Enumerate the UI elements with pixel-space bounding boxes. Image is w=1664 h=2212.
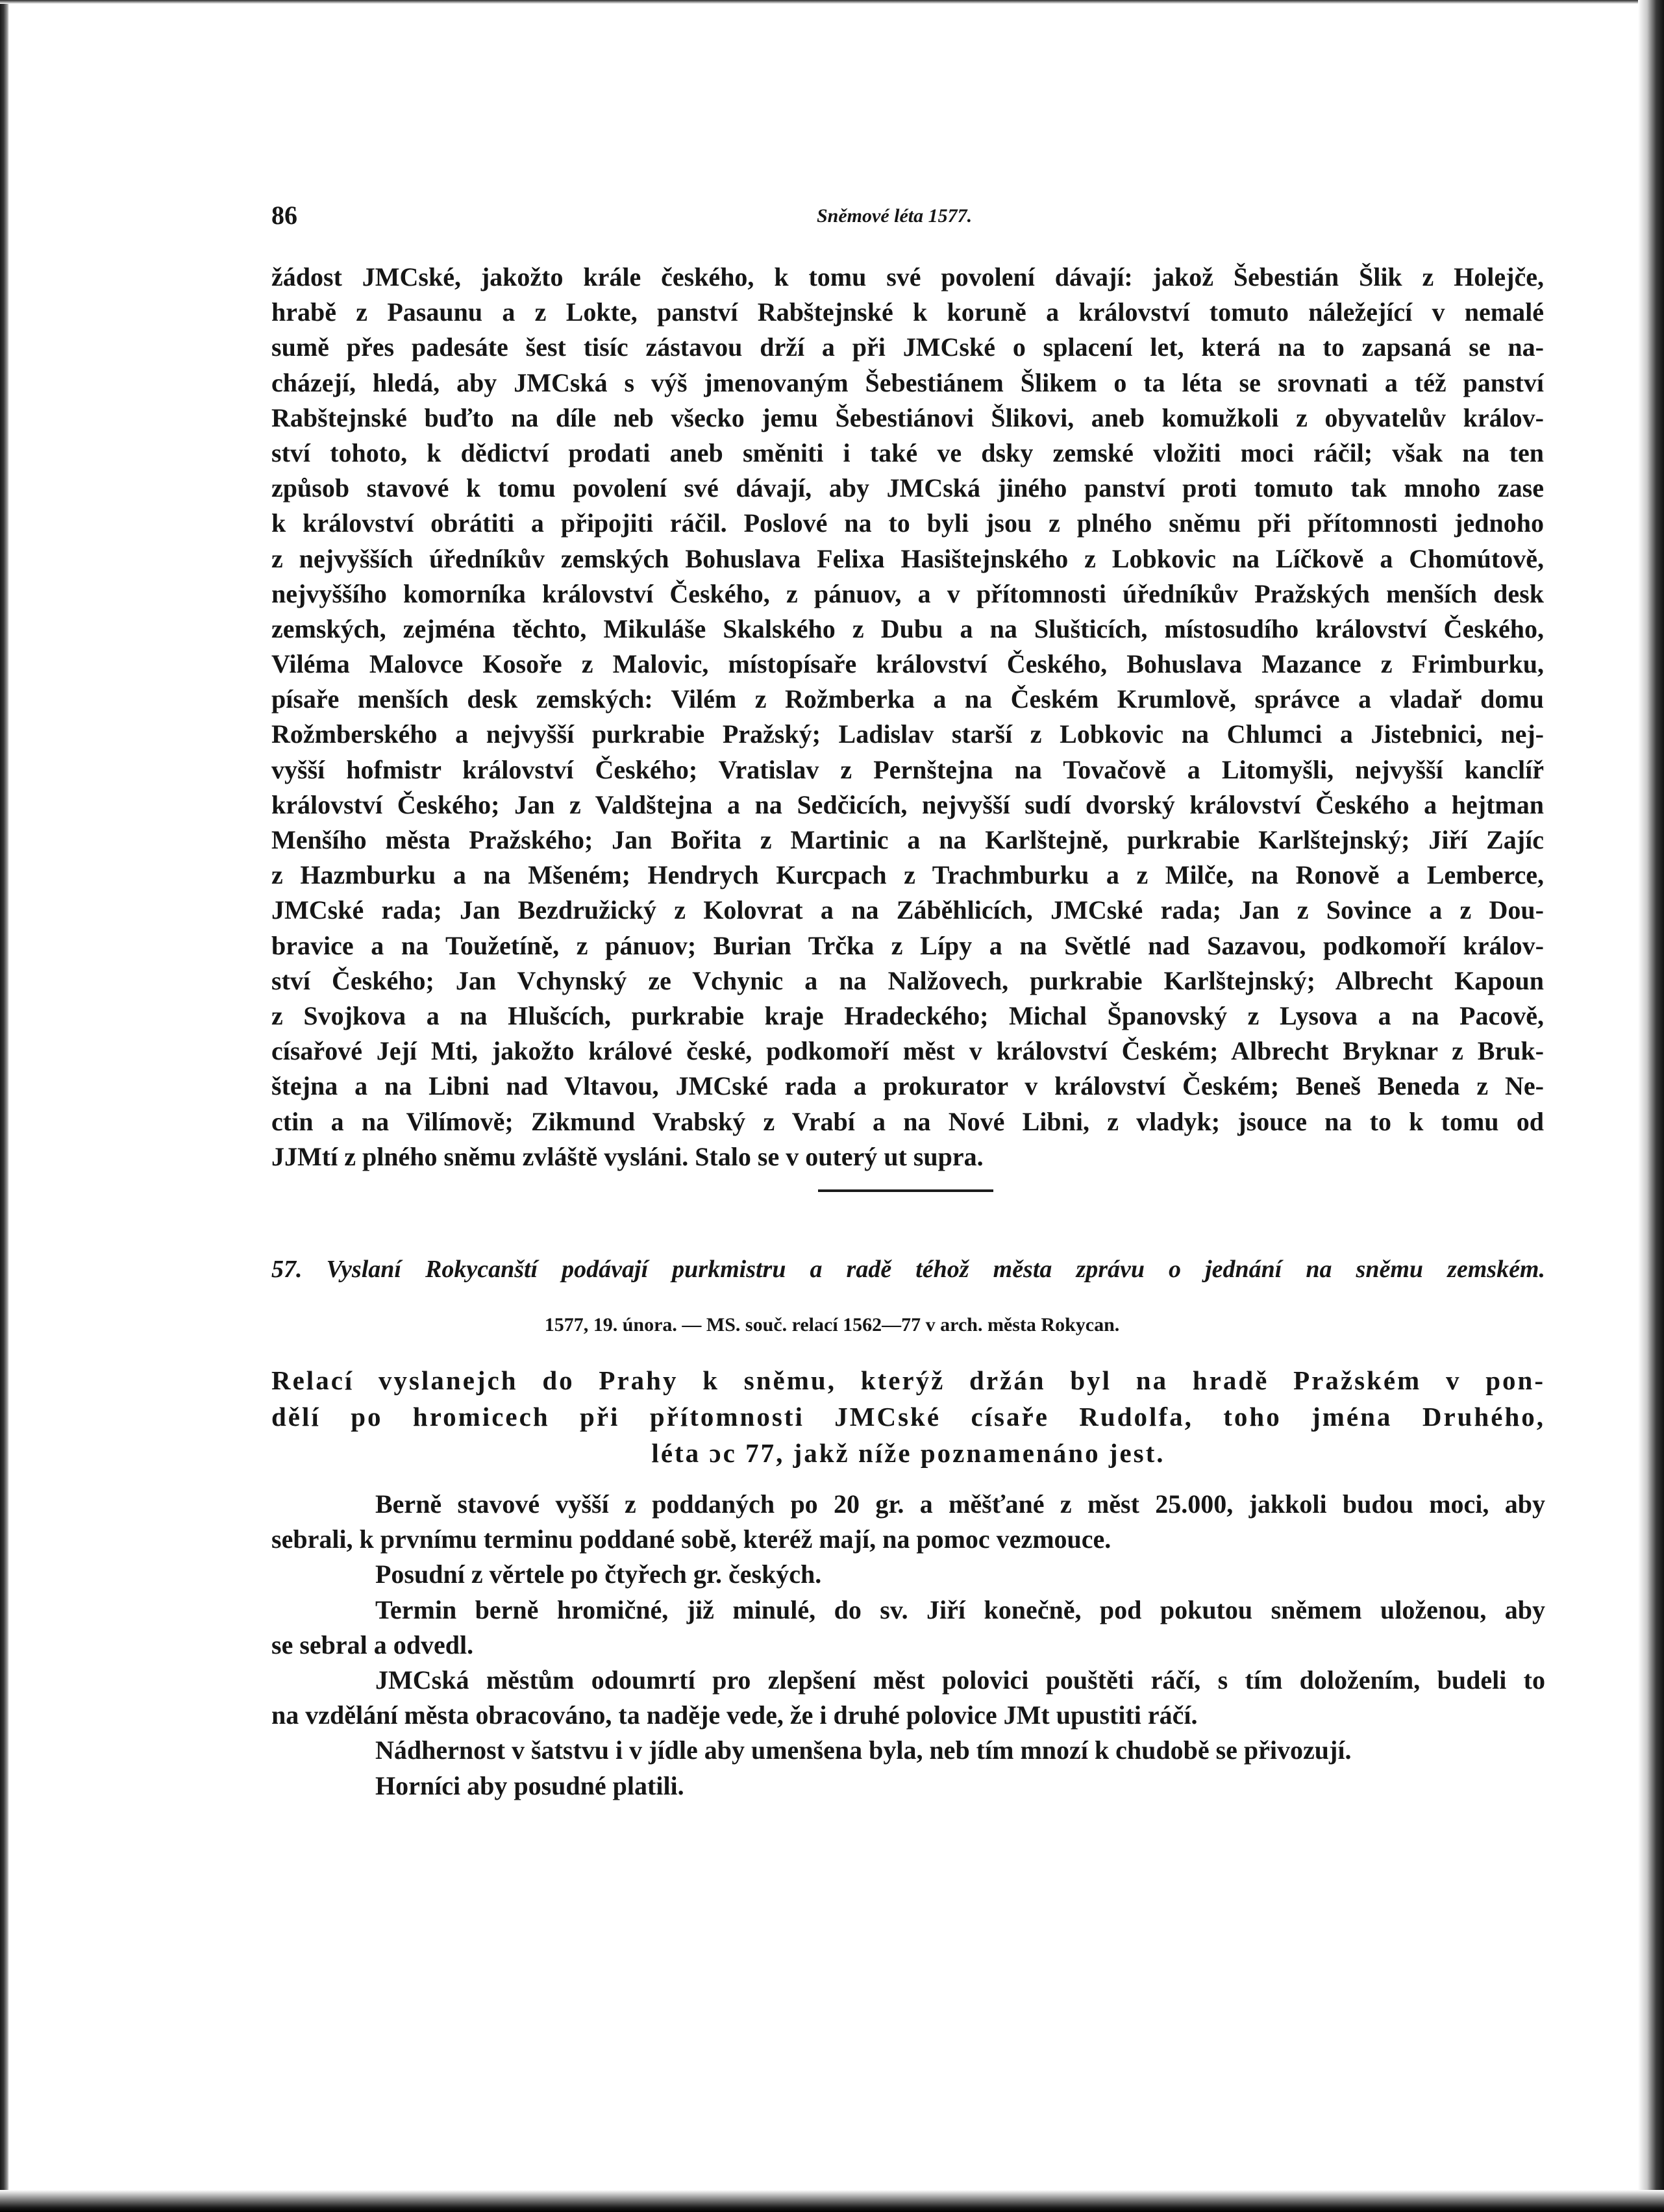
text-line: žádost JMCské, jakožto krále českého, k tomu své povolení dávají: jakož Šebestián Šlik z Holejče, xyxy=(271,262,1544,292)
scan-edge-bottom xyxy=(0,2190,1664,2212)
text-line: císařové Její Mti, jakožto králové české, podkomoří měst v království Českém; Albrecht Bryknar z Bruk- xyxy=(271,1036,1544,1066)
text-line: štejna a na Libni nad Vltavou, JMCské rada a prokurator v království Českém; Beneš Beneda z Ne- xyxy=(271,1071,1544,1101)
paragraph-line: sebrali, k prvnímu terminu poddané sobě, kteréž mají, na pomoc vezmouce. xyxy=(271,1524,1111,1554)
scan-edge-top xyxy=(0,0,1664,4)
section-title: 57. Vyslaní Rokycanští podávají purkmistru a radě téhož města zprávu o jednání na sněmu zemském. xyxy=(271,1256,1545,1283)
text-line: království Českého; Jan z Valdštejna a na Sedčicích, nejvyšší sudí dvorský království Českého a hejtman xyxy=(271,789,1544,819)
paragraph-line: Nádhernost v šatstvu i v jídle aby umenšena byla, neb tím mnozí k chudobě se přivozují. xyxy=(375,1735,1352,1765)
relation-heading-line: léta ɔc 77, jakž níže poznamenáno jest. xyxy=(651,1438,1165,1468)
text-line: JJMtí z plného sněmu zvláště vysláni. Stalo se v outerý ut supra. xyxy=(271,1141,984,1171)
text-line: hrabě z Pasaunu a z Lokte, panství Rabštejnské k koruně a království tomuto náležející v nemalé xyxy=(271,297,1544,327)
source-citation: 1577, 19. února. — MS. souč. relací 1562—77 v arch. města Rokycan. xyxy=(544,1314,1120,1336)
text-line: písaře menších desk zemských: Vilém z Rožmberka a na Českém Krumlově, správce a vladař domu xyxy=(271,684,1544,714)
text-line: Viléma Malovce Kosoře z Malovic, místopísaře království Českého, Bohuslava Mazance z Frimburku, xyxy=(271,649,1544,679)
text-line: Rožmberského a nejvyšší purkrabie Pražský; Ladislav starší z Lobkovic na Chlumci a Jistebnici, nej- xyxy=(271,719,1544,749)
text-line: způsob stavové k tomu povolení své dávají, aby JMCská jiného panství proti tomuto tak mnoho zase xyxy=(271,473,1544,503)
relation-heading xyxy=(271,1362,1545,1471)
body-text xyxy=(271,260,1544,1174)
text-line: ctin a na Vilímově; Zikmund Vrabský z Vrabí a na Nové Libni, z vladyk; jsouce na to k tomu od xyxy=(271,1106,1544,1136)
section-divider xyxy=(818,1189,993,1192)
paragraph-line: Termin berně hromičné, již minulé, do sv. Jiří konečně, pod pokutou sněmem uloženou, aby xyxy=(375,1595,1545,1624)
paragraph-line: Posudní z věrtele po čtyřech gr. českých. xyxy=(375,1560,822,1589)
relation-paragraphs xyxy=(271,1487,1545,1804)
scan-edge-right xyxy=(1638,0,1664,2212)
text-line: z nejvyšších úředníkův zemských Bohuslava Felixa Hasištejnského z Lobkovic na Líčkově a Chomútově, xyxy=(271,543,1544,573)
page-number: 86 xyxy=(271,201,297,230)
text-line: vyšší hofmistr království Českého; Vratislav z Pernštejna na Tovačově a Litomyšli, nejvyšší kanclíř xyxy=(271,754,1544,784)
text-line: ství tohoto, k dědictví prodati aneb směniti i také ve dsky zemské vložiti moci ráčil; však na ten xyxy=(271,438,1544,467)
text-line: Rabštejnské buďto na díle neb všecko jemu Šebestiánovi Šlikovi, aneb komužkoli z obyvatelův králov- xyxy=(271,403,1544,432)
scan-edge-left xyxy=(0,0,9,2212)
text-line: z Svojkova a na Hlušcích, purkrabie kraje Hradeckého; Michal Španovský z Lysova a na Pacově, xyxy=(271,1000,1544,1030)
text-line: k království obrátiti a připojiti ráčil. Poslové na to byli jsou z plného sněmu při přítomnosti jednoho xyxy=(271,508,1544,538)
paragraph-line: na vzdělání města obracováno, ta naděje vede, že i druhé polovice JMt upustiti ráčí. xyxy=(271,1700,1198,1730)
paragraph-line: Horníci aby posudné platili. xyxy=(375,1771,684,1800)
paragraph-line: Berně stavové vyšší z poddaných po 20 gr. a měšťané z měst 25.000, jakkoli budou moci, aby xyxy=(375,1489,1545,1519)
text-line: ství Českého; Jan Vchynský ze Vchynic a na Nalžovech, purkrabie Karlštejnský; Albrecht Kapoun xyxy=(271,965,1544,995)
text-line: JMCské rada; Jan Bezdružický z Kolovrat a na Záběhlicích, JMCské rada; Jan z Sovince a z Dou- xyxy=(271,895,1544,925)
paragraph-line: JMCská městům odoumrtí pro zlepšení měst polovici pouštěti ráčí, s tím doložením, budeli to xyxy=(375,1665,1545,1695)
relation-heading-line: dělí po hromicech při přítomnosti JMCské císaře Rudolfa, toho jména Druhého, xyxy=(271,1402,1545,1432)
text-line: nejvyššího komorníka království Českého, z pánuov, a v přítomnosti úředníkův Pražských menších desk xyxy=(271,578,1544,608)
text-line: z Hazmburku a na Mšeném; Hendrych Kurcpach z Trachmburku a z Milče, na Ronově a Lemberce, xyxy=(271,860,1544,890)
text-line: cházejí, hledá, aby JMCská s výš jmenovaným Šebestiánem Šlikem o ta léta se srovnati a též panství xyxy=(271,367,1544,397)
text-line: Menšího města Pražského; Jan Bořita z Martinic a na Karlštejně, purkrabie Karlštejnský; Jiří Zajíc xyxy=(271,825,1544,854)
running-head: Sněmové léta 1577. xyxy=(817,205,973,227)
text-line: bravice a na Toužetíně, z pánuov; Burian Trčka z Lípy a na Světlé nad Sazavou, podkomoří králov- xyxy=(271,930,1544,960)
paragraph-line: se sebral a odvedl. xyxy=(271,1630,474,1659)
text-line: sumě přes padesáte šest tisíc zástavou drží a při JMCské o splacení let, která na to zapsaná se na- xyxy=(271,332,1544,362)
relation-heading-line: Relací vyslanejch do Prahy k sněmu, kterýž držán byl na hradě Pražském v pon- xyxy=(271,1365,1545,1395)
text-line: zemských, zejména těchto, Mikuláše Skalského z Dubu a na Slušticích, místosudího království Českého, xyxy=(271,614,1544,643)
page-header xyxy=(271,200,1537,232)
